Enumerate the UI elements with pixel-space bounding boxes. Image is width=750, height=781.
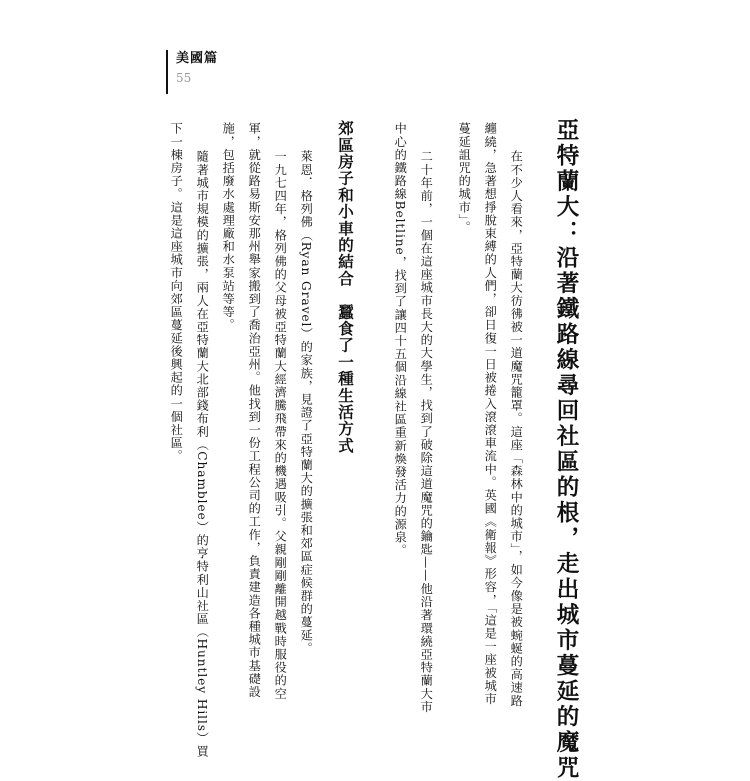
section-title: 郊區房子和小車的結合 蠶食了一種生活方式 (336, 120, 354, 454)
body-line: 纏繞，急著想掙脫束縛的人們，卻日復一日被捲入滾滾車流中。英國《衛報》形容，「這是一座被城市 (483, 122, 498, 706)
body-line: 軍，就從路易斯安那州舉家搬到了喬治亞州。他找到一份工程公司的工作，負責建造各種城市基礎設 (247, 122, 262, 699)
body-line: 二十年前，一個在這座城市長大的大學生，找到了破除這道魔咒的鑰匙——他沿著環繞亞特蘭大市 (419, 150, 434, 714)
header-title: 美國篇 (176, 51, 219, 66)
body-line: 施，包括廢水處理廠和水泵站等等。 (221, 122, 236, 332)
running-header (166, 50, 218, 94)
page-number: 55 (176, 71, 192, 85)
body-line: 隨著城市規模的擴張，兩人在亞特蘭大北部錢布利（Chamblee）的亨特利山社區（Huntley Hills）買 (195, 150, 210, 759)
body-line: 在不少人看來，亞特蘭大彷彿被一道魔咒籠罩。這座「森林中的城市」，如今像是被蜿蜒的高速路 (509, 150, 524, 708)
body-line: 蔓延詛咒的城市」。 (457, 122, 472, 234)
body-line: 一九七四年，格列佛的父母被亞特蘭大經濟騰飛帶來的機遇吸引。父親剛剛離開越戰時服役的空 (273, 150, 288, 701)
body-line: 下一棟房子。這是這座城市向郊區蔓延後興起的一個社區。 (169, 122, 184, 463)
chapter-title: 亞特蘭大：沿著鐵路線尋回社區的根，走出城市蔓延的魔咒 (553, 118, 579, 781)
body-line: 中心的鐵路線Beltline，找到了讓四十五個沿線社區重新煥發活力的源泉。 (393, 122, 408, 557)
body-line: 萊恩．格列佛（Ryan Gravel）的家族，見證了亞特蘭大的擴張和郊區症候群的蔓延。 (299, 150, 314, 655)
